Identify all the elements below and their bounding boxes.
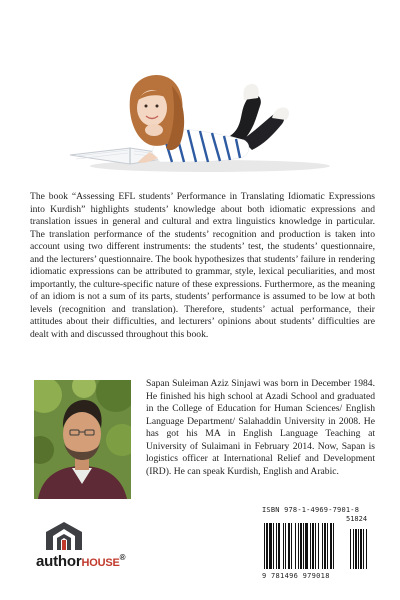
ean-digits: 9 781496 979018 xyxy=(262,572,330,580)
author-photo xyxy=(34,380,131,499)
barcode-addon-text: 51824 xyxy=(346,515,368,523)
author-bio: Sapan Suleiman Aziz Sinjawi was born in December 1984. He finished his high school at Azadi School and graduated in the College of Education for Human Sciences/ English Language Department/ Salahaddin University in 2008. He has got his MA in English Language Teaching at University of Sulaimani in February 2014. Now, Sapan is logistics officer at International Relief and Development (IRD). He can speak Kurdish, English and Arabic. xyxy=(146,378,375,477)
publisher-logo xyxy=(36,520,146,580)
isbn-barcode xyxy=(262,506,378,586)
girl-reading-illustration xyxy=(60,40,350,180)
isbn-text: ISBN 978-1-4969-7901-8 xyxy=(262,506,360,514)
publisher-name-part1: author xyxy=(36,553,82,570)
authorhouse-house-icon xyxy=(42,520,86,550)
book-description: The book “Assessing EFL students’ Performance in Translating Idiomatic Expressions into Kurdish” highlights students’ knowledge about both idiomatic expressions and translation issues in general and cultural and extra linguistics knowledge in particular. The translation performance of the students’ recognition and production is taken into account using two different instruments: the students’ test, the students’ questionnaire, and the lecturers’ questionnaire. The book hypothesizes that students’ failure in rendering idiomatic expressions can be attributed to grammar, style, lexical peculiarities, and most importantly, the culture-specific nature of these expressions. Furthermore, as the meaning of an idiom is not a sum of its parts, students’ performance is assumed to be low at both levels (recognition and translation). Therefore, students’ actual performance, their attitudes about their difficulties, and lecturers’ opinions about students’ difficulties are dealt with and discussed throughout this book. xyxy=(30,191,375,340)
publisher-name-part2: HOUSE xyxy=(81,557,120,569)
publisher-name xyxy=(36,553,125,570)
registered-mark: ® xyxy=(119,553,126,562)
barcode-bars xyxy=(262,523,378,573)
